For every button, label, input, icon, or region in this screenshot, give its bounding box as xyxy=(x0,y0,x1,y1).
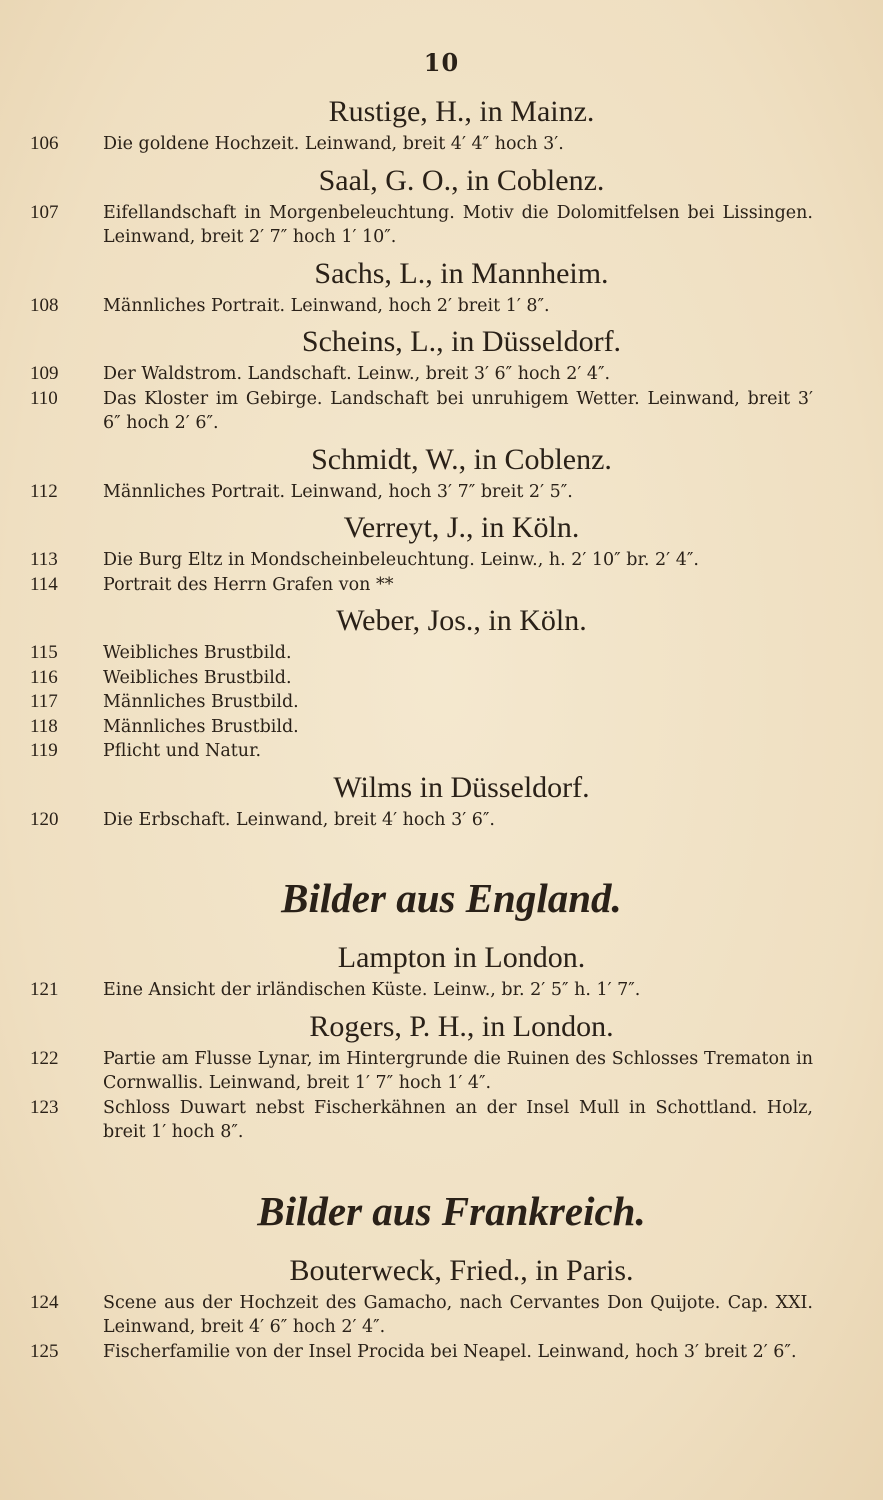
catalog-entry xyxy=(0,666,883,691)
entry-description: Weibliches Brustbild. xyxy=(103,667,292,688)
artist-heading: Sachs, L., in Mannheim. xyxy=(314,256,609,290)
entry-number: 115 xyxy=(30,642,58,663)
catalog-entry xyxy=(0,362,883,387)
catalog-entry xyxy=(0,480,883,505)
catalog-entry xyxy=(0,548,883,573)
entry-description: Fischerfamilie von der Insel Procida bei Neapel. Leinwand, hoch 3′ breit 2′ 6″. xyxy=(103,1341,797,1362)
entry-description: Eifellandschaft in Morgenbeleuchtung. Motiv die Dolomitfelsen bei Lissingen. Leinwand, breit 2′ 7″ hoch 1′ 10″. xyxy=(103,202,813,247)
entry-description: Partie am Flusse Lynar, im Hintergrunde die Ruinen des Schlosses Trematon in Cornwallis. Leinwand, breit 1′ 7″ hoch 1′ 4″. xyxy=(103,1048,813,1093)
entry-number: 106 xyxy=(30,133,59,154)
section-heading: Bilder aus England. xyxy=(281,875,622,921)
entry-description: Weibliches Brustbild. xyxy=(103,643,292,663)
artist-heading: Wilms in Düsseldorf. xyxy=(333,770,590,804)
entry-number: 119 xyxy=(30,740,58,761)
entry-number: 117 xyxy=(30,691,58,712)
catalog-entry xyxy=(0,641,883,666)
page-number: 10 xyxy=(423,48,460,77)
entry-number: 120 xyxy=(30,808,59,830)
entry-number: 116 xyxy=(30,666,58,688)
entry-description: Männliches Brustbild. xyxy=(103,716,299,737)
entry-number: 118 xyxy=(30,715,58,737)
entry-number: 112 xyxy=(30,480,58,502)
entry-number: 107 xyxy=(30,201,59,223)
entry-description: Der Waldstrom. Landschaft. Leinw., breit 3′ 6″ hoch 2′ 4″. xyxy=(103,364,611,384)
catalog-entry xyxy=(0,1096,883,1145)
catalog-content xyxy=(0,92,883,1364)
artist-heading: Rustige, H., in Mainz. xyxy=(328,95,595,128)
entry-description: Scene aus der Hochzeit des Gamacho, nach Cervantes Don Quijote. Cap. XXI. Leinwand, breit 4′ 6″ hoch 2′ 4″. xyxy=(103,1292,813,1337)
entry-number: 113 xyxy=(30,549,58,570)
catalog-entry xyxy=(0,978,883,1003)
entry-number: 110 xyxy=(30,387,58,409)
artist-heading: Weber, Jos., in Köln. xyxy=(336,604,587,637)
artist-heading: Verreyt, J., in Köln. xyxy=(343,511,580,544)
catalog-entry xyxy=(0,294,883,319)
catalog-entry xyxy=(0,573,883,598)
entry-number: 123 xyxy=(30,1096,59,1118)
catalog-entry xyxy=(0,739,883,764)
catalog-entry xyxy=(0,387,883,436)
entry-number: 124 xyxy=(30,1291,59,1313)
artist-heading: Lampton in London. xyxy=(337,941,586,974)
artist-heading: Schmidt, W., in Coblenz. xyxy=(311,442,612,476)
entry-number: 125 xyxy=(30,1340,59,1362)
entry-number: 121 xyxy=(30,979,59,1000)
entry-description: Männliches Portrait. Leinwand, hoch 3′ 7″ breit 2′ 5″. xyxy=(103,481,573,502)
catalog-entry xyxy=(0,1291,883,1340)
catalog-entry xyxy=(0,201,883,250)
catalog-entry xyxy=(0,1047,883,1096)
catalog-entry xyxy=(0,690,883,715)
entry-number: 122 xyxy=(30,1047,59,1069)
entry-description: Die goldene Hochzeit. Leinwand, breit 4′ 4″ hoch 3′. xyxy=(103,134,564,154)
entry-description: Eine Ansicht der irländischen Küste. Leinw., br. 2′ 5″ h. 1′ 7″. xyxy=(103,980,641,1000)
entry-description: Portrait des Herrn Grafen von ** xyxy=(103,574,394,595)
catalog-entry xyxy=(0,808,883,833)
catalog-entry xyxy=(0,132,883,157)
catalog-entry xyxy=(0,1340,883,1365)
entry-description: Pflicht und Natur. xyxy=(103,741,262,761)
catalog-entry xyxy=(0,715,883,740)
entry-description: Männliches Portrait. Leinwand, hoch 2′ breit 1′ 8″. xyxy=(103,295,550,316)
entry-description: Männliches Brustbild. xyxy=(103,692,299,712)
entry-description: Die Erbschaft. Leinwand, breit 4′ hoch 3′ 6″. xyxy=(103,809,495,830)
artist-heading: Saal, G. O., in Coblenz. xyxy=(318,163,605,197)
section-heading: Bilder aus Frankreich. xyxy=(257,1187,646,1234)
entry-number: 109 xyxy=(30,363,59,384)
artist-heading: Rogers, P. H., in London. xyxy=(309,1009,614,1043)
entry-description: Die Burg Eltz in Mondscheinbeleuchtung. Leinw., h. 2′ 10″ br. 2′ 4″. xyxy=(103,550,699,570)
entry-number: 108 xyxy=(30,294,59,316)
entry-number: 114 xyxy=(30,573,58,595)
entry-description: Schloss Duwart nebst Fischerkähnen an der Insel Mull in Schottland. Holz, breit 1′ hoch 8″. xyxy=(103,1097,813,1142)
artist-heading: Scheins, L., in Düsseldorf. xyxy=(301,325,622,358)
entry-description: Das Kloster im Gebirge. Landschaft bei unruhigem Wetter. Leinwand, breit 3′ 6″ hoch 2′ 6″. xyxy=(103,388,813,433)
artist-heading: Bouterweck, Fried., in Paris. xyxy=(289,1253,634,1287)
